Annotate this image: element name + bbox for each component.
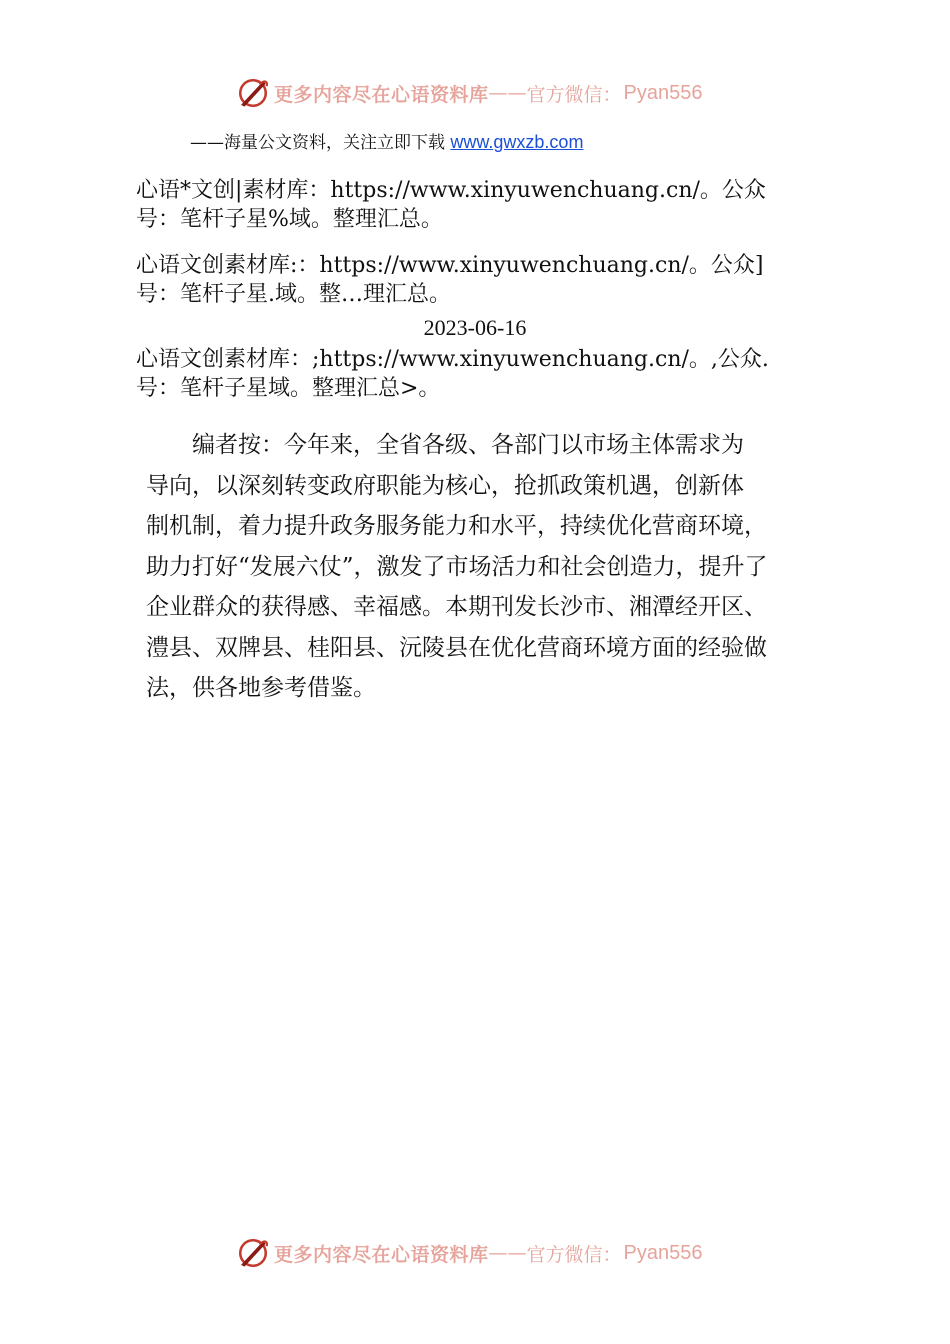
banner-slogan: 更多内容尽在心语资料库 bbox=[274, 1243, 489, 1266]
subheader bbox=[190, 128, 583, 153]
banner-wechat-id: Pyan556 bbox=[623, 1241, 703, 1264]
watermark-line: 号：笔杆子星域。整理汇总>。 bbox=[136, 376, 441, 401]
pen-logo-icon bbox=[236, 76, 270, 110]
paragraph-line: 制机制，着力提升政务服务能力和水平，持续优化营商环境， bbox=[146, 513, 767, 539]
banner-wechat-label: 官方微信： bbox=[526, 83, 622, 106]
pen-logo-icon bbox=[236, 1236, 270, 1270]
banner-dash: —— bbox=[488, 1242, 527, 1264]
download-link[interactable]: www.gwxzb.com bbox=[450, 132, 584, 152]
paragraph-line: 法，供各地参考借鉴。 bbox=[146, 675, 376, 701]
watermark-line: 号：笔杆子星%域。整理汇总。 bbox=[136, 207, 443, 232]
footer-banner bbox=[0, 1233, 950, 1273]
banner-wechat-label: 官方微信： bbox=[526, 1243, 622, 1266]
banner-dash: —— bbox=[488, 82, 527, 104]
banner-slogan: 更多内容尽在心语资料库 bbox=[274, 83, 489, 106]
paragraph-line: 澧县、双牌县、桂阳县、沅陵县在优化营商环境方面的经验做 bbox=[146, 634, 767, 661]
document-date: 2023-06-16 bbox=[423, 315, 527, 340]
watermark-line: 心语文创素材库：;https://www.xinyuwenchuang.cn/。,公众. bbox=[136, 347, 769, 372]
header-banner bbox=[0, 73, 950, 113]
editor-note-paragraph bbox=[146, 425, 826, 709]
paragraph-line: 编者按：今年来，全省各级、各部门以市场主体需求为 bbox=[146, 432, 744, 458]
watermark-line: 心语*文创|素材库：https://www.xinyuwenchuang.cn/。公众 bbox=[136, 178, 766, 203]
paragraph-line: 助力打好“发展六仗”，激发了市场活力和社会创造力，提升了 bbox=[146, 553, 768, 580]
watermark-line: 号：笔杆子星.域。整…理汇总。 bbox=[136, 282, 451, 307]
banner-wechat-id: Pyan556 bbox=[623, 81, 703, 104]
subheader-text: ——海量公文资料，关注立即下载 bbox=[190, 133, 451, 153]
watermark-line: 心语文创素材库:：https://www.xinyuwenchuang.cn/。公众] bbox=[136, 253, 764, 278]
paragraph-line: 导向，以深刻转变政府职能为核心，抢抓政策机遇，创新体 bbox=[146, 472, 744, 499]
paragraph-line: 企业群众的获得感、幸福感。本期刊发长沙市、湘潭经开区、 bbox=[146, 594, 767, 620]
